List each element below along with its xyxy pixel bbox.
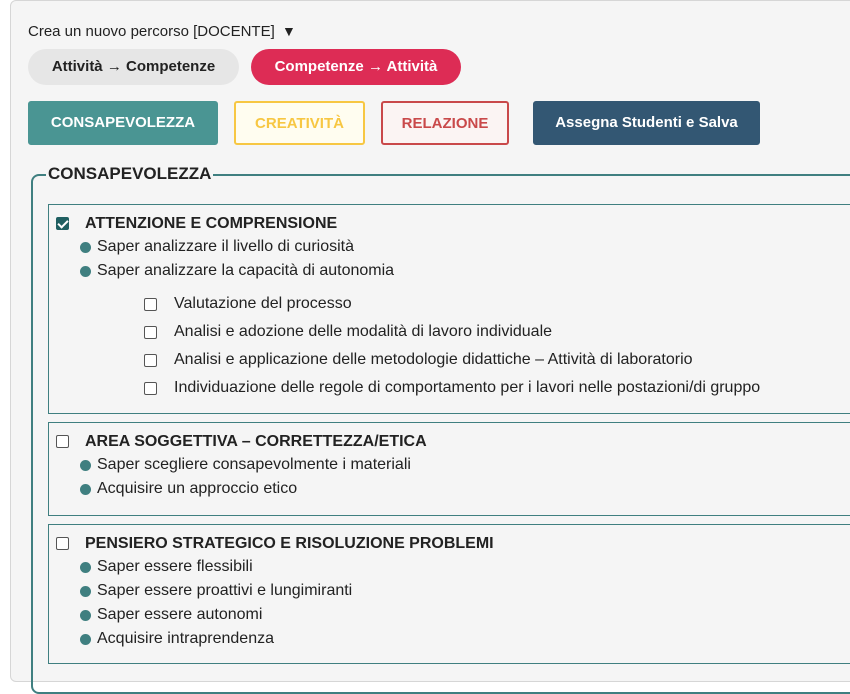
list-item bbox=[80, 262, 394, 280]
bullet-text: Saper analizzare il livello di curiosità bbox=[97, 238, 355, 255]
page-title-text: Crea un nuovo percorso [DOCENTE] bbox=[28, 23, 275, 40]
bullet-text: Saper essere flessibili bbox=[97, 558, 253, 575]
list-item bbox=[80, 238, 354, 256]
section-legend: CONSAPEVOLEZZA bbox=[48, 164, 212, 183]
list-item bbox=[80, 558, 253, 576]
bullet-text: Saper essere autonomi bbox=[97, 606, 263, 623]
relazione-button[interactable]: RELAZIONE bbox=[381, 101, 509, 145]
list-item bbox=[80, 606, 262, 624]
bullet-text: Saper scegliere consapevolmente i materiali bbox=[97, 456, 411, 473]
activity-label: Valutazione del processo bbox=[174, 295, 352, 312]
activity-checkbox[interactable] bbox=[144, 382, 157, 395]
activity-checkbox[interactable] bbox=[144, 298, 157, 311]
bullet-dot-icon bbox=[80, 266, 91, 277]
assign-students-save-button[interactable]: Assegna Studenti e Salva bbox=[533, 101, 760, 145]
bullet-dot-icon bbox=[80, 634, 91, 645]
bullet-dot-icon bbox=[80, 562, 91, 573]
mode-skills-to-activities-button[interactable]: Competenze → Attività bbox=[251, 49, 461, 85]
bullet-text: Acquisire un approccio etico bbox=[97, 480, 298, 497]
list-item bbox=[80, 456, 411, 474]
activity-item bbox=[144, 379, 760, 397]
bullet-dot-icon bbox=[80, 484, 91, 495]
bullet-dot-icon bbox=[80, 460, 91, 471]
skill-title: PENSIERO STRATEGICO E RISOLUZIONE PROBLEMI bbox=[85, 535, 494, 552]
activity-label: Individuazione delle regole di comportamento per i lavori nelle postazioni/di gruppo bbox=[174, 379, 761, 396]
activity-checkbox[interactable] bbox=[144, 354, 157, 367]
skill-checkbox-pensiero-strategico[interactable] bbox=[56, 537, 69, 550]
skill-title: AREA SOGGETTIVA – CORRETTEZZA/ETICA bbox=[85, 433, 427, 450]
list-item bbox=[80, 480, 297, 498]
skill-title: ATTENZIONE E COMPRENSIONE bbox=[85, 215, 338, 232]
page-title[interactable] bbox=[28, 23, 296, 40]
activity-label: Analisi e applicazione delle metodologie didattiche – Attività di laboratorio bbox=[174, 351, 693, 368]
bullet-text: Saper essere proattivi e lungimiranti bbox=[97, 582, 353, 599]
list-item bbox=[80, 582, 352, 600]
consapevolezza-button[interactable]: CONSAPEVOLEZZA bbox=[28, 101, 218, 145]
bullet-dot-icon bbox=[80, 242, 91, 253]
skill-card-area-soggettiva bbox=[48, 422, 850, 516]
bullet-dot-icon bbox=[80, 586, 91, 597]
creativita-button[interactable]: CREATIVITÀ bbox=[234, 101, 365, 145]
skill-card-pensiero-strategico bbox=[48, 524, 850, 664]
skill-checkbox-attenzione[interactable] bbox=[56, 217, 69, 230]
activity-checkbox[interactable] bbox=[144, 326, 157, 339]
skill-card-attenzione bbox=[48, 204, 850, 414]
list-item bbox=[80, 630, 274, 648]
skill-checkbox-area-soggettiva[interactable] bbox=[56, 435, 69, 448]
bullet-dot-icon bbox=[80, 610, 91, 621]
activity-item bbox=[144, 351, 693, 369]
mode-activities-to-skills-button[interactable]: Attività → Competenze bbox=[28, 49, 239, 85]
activity-item bbox=[144, 295, 352, 313]
activity-label: Analisi e adozione delle modalità di lavoro individuale bbox=[174, 323, 553, 340]
bullet-text: Saper analizzare la capacità di autonomia bbox=[97, 262, 395, 279]
bullet-text: Acquisire intraprendenza bbox=[97, 630, 274, 647]
activity-item bbox=[144, 323, 552, 341]
caret-down-icon[interactable]: ▼ bbox=[281, 23, 296, 39]
